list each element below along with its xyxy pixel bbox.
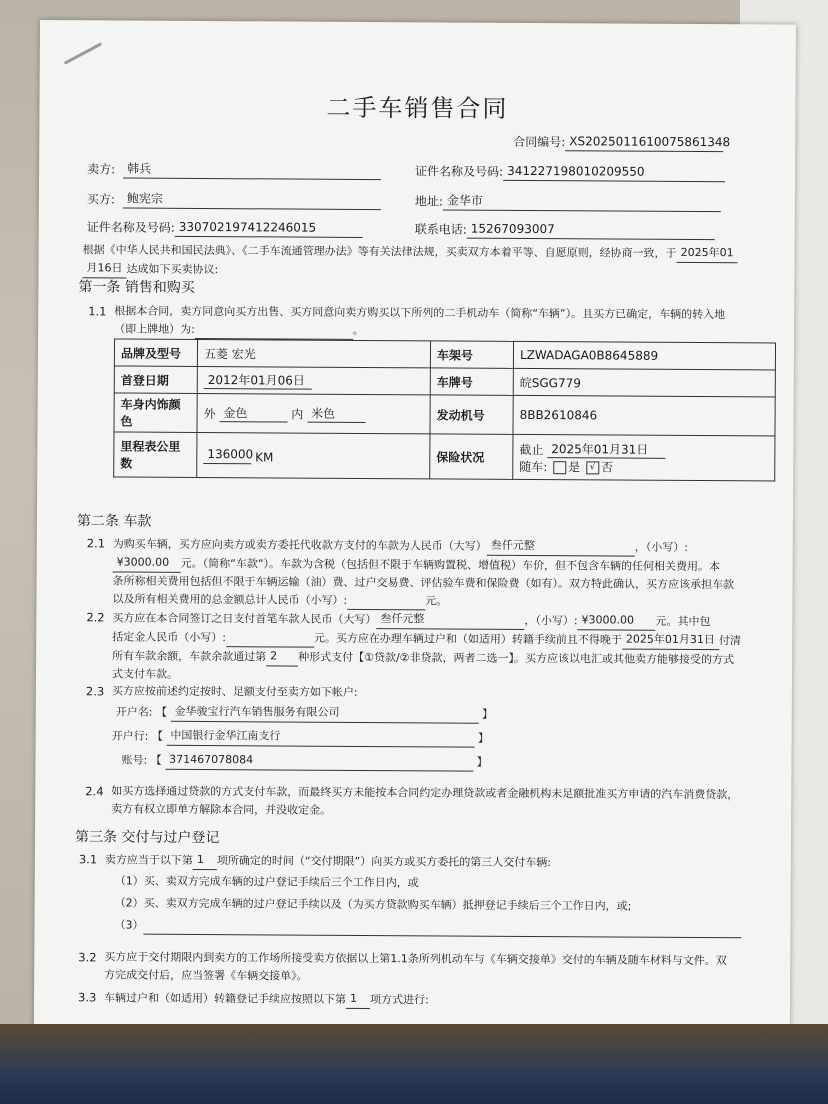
clause-2-2-num: 2.2 [86, 610, 105, 625]
article-2-heading: 第二条 车款 [76, 513, 152, 530]
clause-2-1: 为购买车辆，买方应向卖方或卖方委托代收款方支付的车款为人民币（大写） 叁仟元整 ，（小写）: ¥3000.00 元。（简称“车款”）。车款为含税（包括但不限于车辆购置税、增值税）车价，但不包含车辆的任何相关费用。本 条所称相关费用包括但不限于车辆运输（油）费、过户交易费、评估验车费和保险费（如有）。双方特此确认，买方应该承担车款 以及所有相关费用的总金额总计人民币（小写）: 元。 [112, 534, 782, 612]
engine-label: 发动机号 [430, 395, 513, 435]
contract-page [34, 20, 796, 1075]
article-3-heading: 第三条 交付与过户登记 [74, 829, 220, 847]
clause-3-3-num: 3.3 [77, 990, 97, 1005]
seller-id-row: 证件名称及号码: 341227198010209550 [415, 162, 725, 182]
clause-1-1: 根据本合同，卖方同意向买方出售、买方同意向卖方购买以下所列的二手机动车（简称“车辆”）。且买方已确定，车辆的转入地 （即上牌地）为: 。 [114, 302, 784, 342]
account-name-row: 开户名: 【 金华骏宝行汽车销售服务有限公司 】 [116, 702, 493, 723]
mileage-value: 136000 KM [197, 432, 430, 478]
color-label: 车身内饰颜色 [114, 393, 197, 433]
clause-3-2-num: 3.2 [78, 950, 97, 965]
option-3: （3） [114, 916, 741, 938]
clause-3-3: 车辆过户和（如适用）转籍登记手续应按照以下第 1 项方式进行: [104, 988, 429, 1009]
buyer-row: 买方: 鲍宪宗 [87, 190, 381, 210]
plate-label: 车牌号 [430, 368, 513, 396]
frame-value: LZWADAGA0B8645889 [513, 341, 775, 370]
page-title: 二手车销售合同 [326, 93, 509, 123]
clause-2-1-num: 2.1 [86, 536, 106, 551]
seller-row: 卖方: 韩兵 [87, 160, 381, 180]
mileage-label: 里程表公里数 [114, 432, 197, 478]
insurance-value: 截止 2025年01月31日 随车: 是 √ 否 [513, 434, 775, 481]
clause-2-4: 如买方选择通过贷款的方式支付车款，而最终买方未能按本合同约定办理贷款或者金融机构未足额批准买方申请的汽车消费贷款， 卖方有权立即单方解除本合同，并没收定金。 [111, 784, 739, 817]
background-floor [0, 1024, 828, 1104]
buyer-id-row: 证件名称及号码: 330702197412246015 [87, 218, 363, 238]
account-no-row: 账号: 【 371467078084 】 [121, 751, 487, 772]
frame-label: 车架号 [430, 341, 513, 369]
option-1: （1）买、卖双方完成车辆的过户登记手续后三个工作日内，或 [114, 874, 419, 890]
contract-no: 合同编号: XS2025011610075861348 [513, 133, 723, 152]
insurance-label: 保险状况 [430, 434, 513, 480]
no-checkbox[interactable]: √ [586, 461, 599, 474]
phone-row: 联系电话: 15267093007 [415, 220, 715, 240]
address-row: 地址: 金华市 [415, 192, 721, 212]
clause-1-1-num: 1.1 [88, 304, 107, 319]
yes-checkbox[interactable] [553, 461, 566, 474]
engine-value: 8BB2610846 [513, 395, 775, 436]
brand-label: 品牌及型号 [114, 339, 197, 367]
preamble: 根据《中华人民共和国民法典》、《二手车流通管理办法》等有关法律法规，买卖双方本着平等、自愿原则，经协商一致，于 2025年01 月16日 达成如下买卖协议: [82, 240, 782, 282]
plate-value: 皖SGG779 [513, 368, 775, 397]
clause-2-3-num: 2.3 [85, 684, 105, 699]
clause-2-3: 买方应按前述约定按时、足额支付至卖方如下帐户: [111, 684, 358, 699]
reg-value: 2012年01月06日 [197, 366, 430, 394]
bank-row: 开户行: 【 中国银行金华江南支行 】 [112, 726, 489, 747]
clause-2-4-num: 2.4 [85, 784, 104, 799]
clause-2-2: 买方应在本合同签订之日支付首笔车款人民币（大写） 叁仟元整 ，（小写）: ¥3000.00 元。其中包 括定金人民币（小写）: 元。买方应在办理车辆过户和（如适用）转籍手续前且不得晚于 2025年01月31日 付清 所有车款余额，车款余款通过第 2 种形式支付【①贷款/②非贷款，两者二选一】。买方应该以电汇或其他卖方能够接受的方式 式支付车款。 [111, 611, 741, 681]
reg-label: 首登日期 [114, 366, 197, 394]
option-2: （2）买、卖双方完成车辆的过户登记手续以及（为买方贷款购买车辆）抵押登记手续后三个工作日内，或; [114, 896, 632, 913]
clause-3-1: 卖方应当于以下第 1 项所确定的时间（“交付期限”）向买方或买方委托的第三人交付车辆: [105, 850, 775, 873]
clause-3-2: 买方应于交付期限内到卖方的工作场所接受卖方依据以上第1.1条所列机动车与《车辆交接单》交付的车辆及随车材料与文件。双 方完成交付后，应当签署《车辆交接单》。 [104, 950, 727, 983]
article-1-heading: 第一条 销售和购买 [78, 279, 195, 296]
clause-3-1-num: 3.1 [78, 852, 98, 867]
vehicle-table [113, 338, 776, 481]
color-value: 外 金色 内 米色 [197, 393, 430, 433]
brand-value: 五菱 宏光 [197, 339, 430, 367]
